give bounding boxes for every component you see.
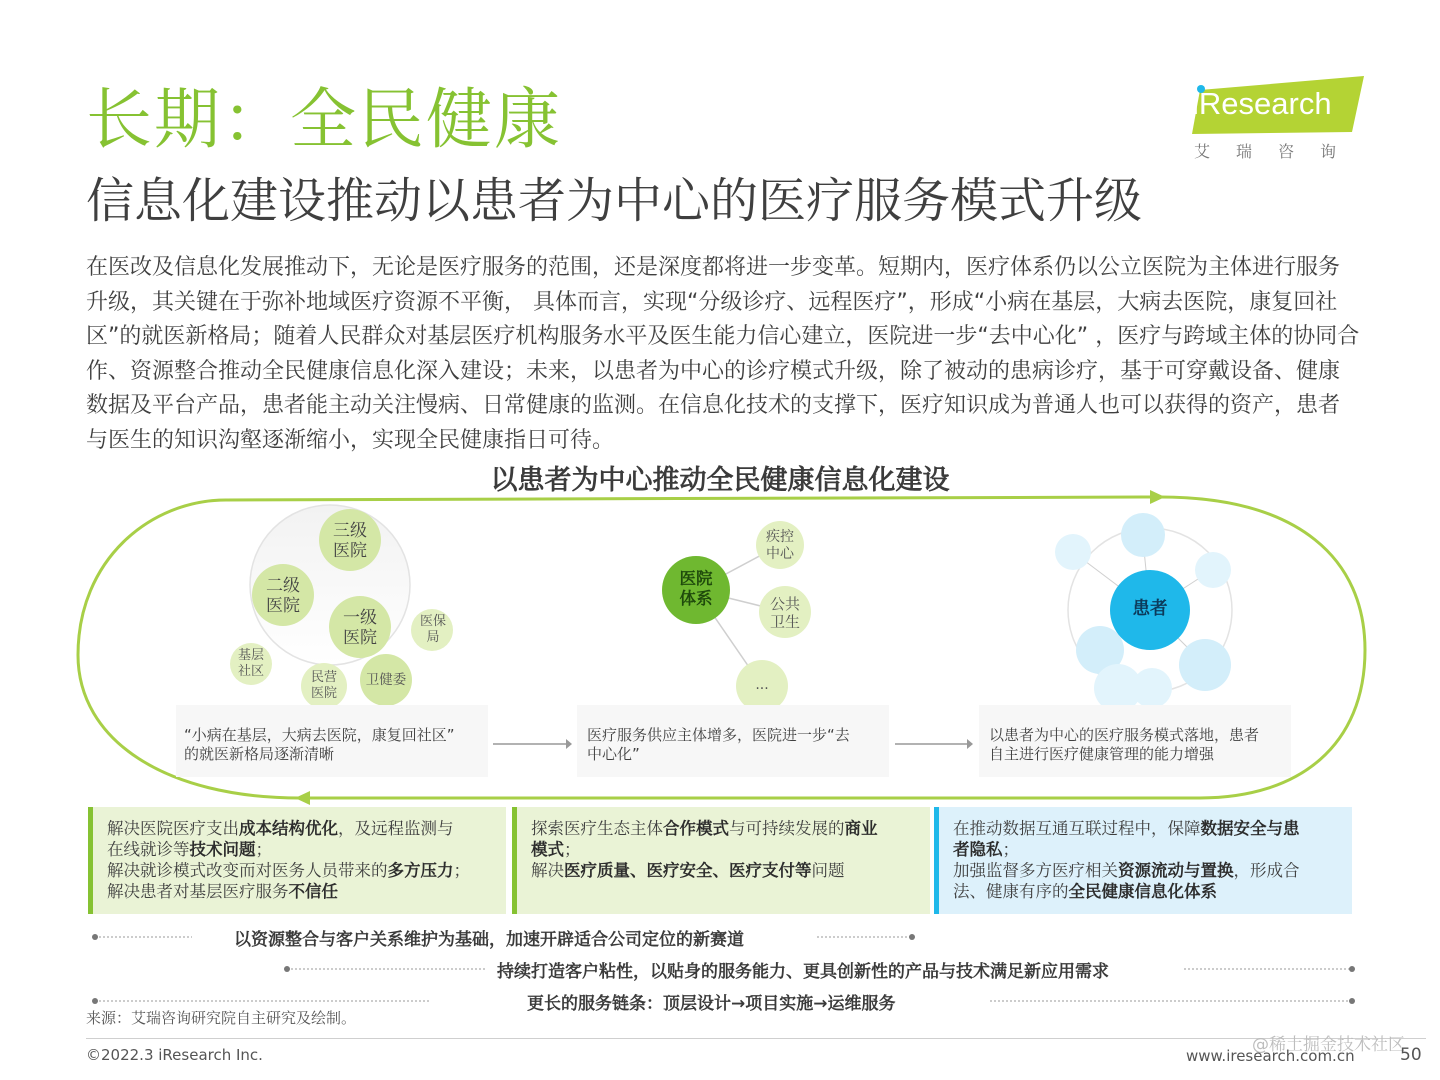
text-bold: 商业	[844, 819, 878, 838]
text: ，及远程监测与	[338, 819, 454, 838]
page-number: 50	[1400, 1045, 1422, 1065]
text: 解决	[531, 861, 564, 880]
stage2-caption	[587, 726, 887, 764]
node-label-1: 三级医院	[333, 521, 367, 561]
website-link[interactable]: www.iresearch.com.cn	[1186, 1047, 1355, 1065]
strategy-line-1: 以资源整合与客户关系维护为基础，加速开辟适合公司定位的新赛道	[234, 930, 744, 950]
cycle-arrow-bottom	[295, 791, 310, 805]
stage3-caption	[989, 726, 1289, 764]
text: ；	[255, 840, 272, 859]
text: ；	[1002, 840, 1019, 859]
logo-wordmark: iResearch	[1192, 86, 1332, 121]
watermark: @稀土掘金技术社区	[1252, 1035, 1405, 1055]
text-bold: 者隐私	[953, 840, 1003, 859]
node-label-5: 基层社区	[237, 648, 264, 679]
challenge-box-blue	[939, 807, 1352, 914]
node-label-6: 民营医院	[310, 670, 337, 701]
text: ，形成合	[1233, 861, 1300, 880]
strategy-line-3: 更长的服务链条：顶层设计→项目实施→运维服务	[527, 994, 896, 1014]
logo-subtext: 艾瑞咨询	[1194, 142, 1363, 161]
text-bold: 数据安全与患	[1200, 819, 1300, 838]
node-label-4: 医保局	[419, 614, 446, 645]
text-bold: 不信任	[288, 882, 338, 901]
node-label-2: 二级医院	[266, 576, 300, 616]
node-label-center-hospital: 医院体系	[679, 569, 713, 608]
node-label-7: 卫健委	[365, 672, 407, 688]
source-note: 来源：艾瑞咨询研究院自主研究及绘制。	[86, 1009, 357, 1027]
text: 在推动数据互通互联过程中，保障	[953, 819, 1201, 838]
text-bold: 成本结构优化	[239, 819, 338, 838]
page-title: 长期：全民健康	[86, 81, 562, 158]
stage1-caption-line1: “小病在基层，大病去医院，康复回社区”	[184, 726, 455, 744]
text-bold: 医疗质量、医疗安全、医疗支付等	[564, 861, 812, 880]
text-bold: 合作模式	[663, 819, 729, 838]
text: 解决医院医疗支出	[107, 819, 239, 838]
text-bold: 多方压力	[387, 861, 454, 880]
stage1-caption	[184, 726, 490, 764]
text: 解决就诊模式改变而对医务人员带来的	[107, 861, 388, 880]
text-bold: 技术问题	[189, 840, 256, 859]
body-paragraph: 在医改及信息化发展推动下，无论是医疗服务的范围，还是深度都将进一步变革。短期内，医疗体系仍以公立医院为主体进行服务升级，其关键在于弥补地域医疗资源不平衡， 具体而言，实现“分级诊疗、远程医疗”，形成“小病在基层，大病去医院，康复回社区”的就医新格局；随着人民群众对基层医疗机构服务水平及医生能力信心建立，医院进一步“去中心化” ，医疗与跨域主体的协同合作、资源整合推动全民健康信息化深入建设；未来，以患者为中心的诊疗模式升级，除了被动的患病诊疗，基于可穿戴设备、健康数据及平台产品，患者能主动关注慢病、日常健康的监测。在信息化技术的支撑下，医疗知识成为普通人也可以获得的资产，患者与医生的知识沟壑逐渐缩小，实现全民健康指日可待。	[86, 255, 1360, 453]
copyright: ©2022.3 iResearch Inc.	[86, 1046, 263, 1064]
challenge-box-green-1	[93, 807, 506, 914]
footer-divider	[86, 1038, 1426, 1039]
stage2-caption-line2: 中心化”	[587, 745, 640, 763]
text: 在线就诊等	[107, 840, 190, 859]
page-subtitle: 信息化建设推动以患者为中心的医疗服务模式升级	[86, 173, 1143, 229]
text: ；	[453, 861, 470, 880]
stage3-caption-line1: 以患者为中心的医疗服务模式落地，患者	[989, 726, 1260, 744]
node-label-3: 一级医院	[343, 608, 377, 648]
text-bold: 资源流动与置换	[1118, 861, 1234, 880]
node-label-more: ...	[755, 677, 769, 693]
text-bold: 全民健康信息化体系	[1068, 882, 1217, 901]
strategy-line-2: 持续打造客户粘性，以贴身的服务能力、更具创新性的产品与技术满足新应用需求	[497, 962, 1109, 982]
text: 解决患者对基层医疗服务	[107, 882, 289, 901]
node-label-patient: 患者	[1132, 599, 1168, 619]
text-bold: 模式	[531, 840, 564, 859]
stage3-caption-line2: 自主进行医疗健康管理的能力增强	[989, 745, 1215, 763]
text: 法、健康有序的	[953, 882, 1069, 901]
challenge-box-green-2	[517, 807, 930, 914]
text: 问题	[811, 861, 845, 880]
stage2-caption-line1: 医疗服务供应主体增多，医院进一步“去	[587, 726, 850, 744]
text: 与可持续发展的	[729, 819, 845, 838]
diagram-title: 以患者为中心推动全民健康信息化建设	[490, 465, 950, 496]
text: ；	[564, 840, 581, 859]
node-label-public-health: 公共卫生	[769, 595, 800, 631]
node-label-cdc: 疾控中心	[766, 529, 794, 562]
text: 加强监督多方医疗相关	[953, 861, 1118, 880]
text: 探索医疗生态主体	[531, 819, 663, 838]
stage1-caption-line2: 的就医新格局逐渐清晰	[184, 745, 335, 763]
cycle-arrow-top	[1150, 490, 1165, 504]
